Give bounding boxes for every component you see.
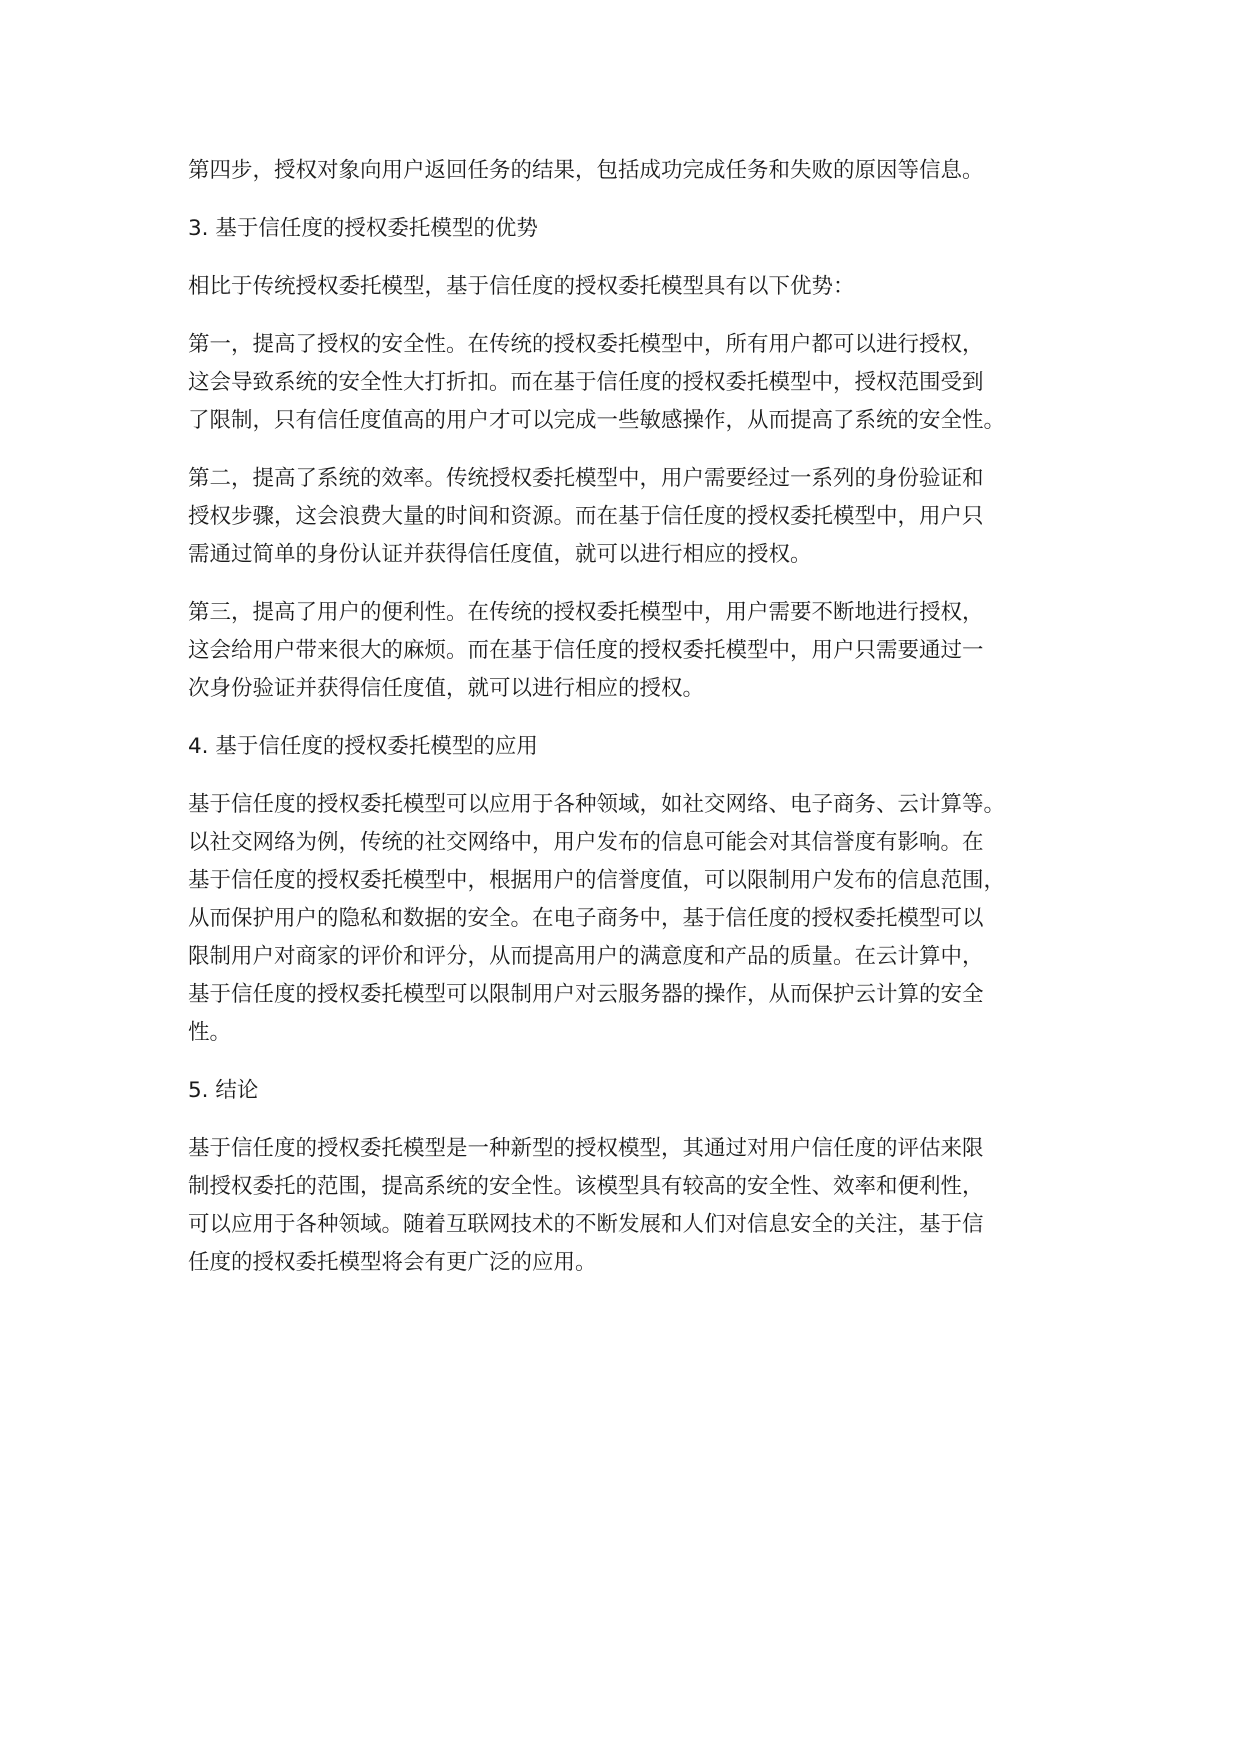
section-heading xyxy=(188,1072,1078,1110)
paragraph-line: 次身份验证并获得信任度值，就可以进行相应的授权。 xyxy=(188,676,705,701)
paragraph xyxy=(188,1130,1078,1282)
paragraph-line: 需通过简单的身份认证并获得信任度值，就可以进行相应的授权。 xyxy=(188,542,812,567)
paragraph-line: 基于信任度的授权委托模型是一种新型的授权模型，其通过对用户信任度的评估来限 xyxy=(188,1136,984,1161)
paragraph-line: 授权步骤，这会浪费大量的时间和资源。而在基于信任度的授权委托模型中，用户只 xyxy=(188,504,984,529)
document-body xyxy=(188,152,1078,1302)
paragraph-line: 相比于传统授权委托模型，基于信任度的授权委托模型具有以下优势： xyxy=(188,274,855,299)
paragraph-line: 制授权委托的范围，提高系统的安全性。该模型具有较高的安全性、效率和便利性， xyxy=(188,1174,984,1199)
paragraph xyxy=(188,268,1078,306)
paragraph-line: 任度的授权委托模型将会有更广泛的应用。 xyxy=(188,1250,597,1275)
paragraph xyxy=(188,786,1078,1052)
section-heading xyxy=(188,728,1078,766)
paragraph-line: 第二，提高了系统的效率。传统授权委托模型中，用户需要经过一系列的身份验证和 xyxy=(188,466,984,491)
heading-text: 3. 基于信任度的授权委托模型的优势 xyxy=(188,216,538,241)
heading-text: 5. 结论 xyxy=(188,1078,259,1103)
paragraph xyxy=(188,460,1078,574)
paragraph-line: 限制用户对商家的评价和评分，从而提高用户的满意度和产品的质量。在云计算中， xyxy=(188,944,984,969)
paragraph xyxy=(188,594,1078,708)
paragraph-line: 基于信任度的授权委托模型可以应用于各种领域，如社交网络、电子商务、云计算等。 xyxy=(188,792,1006,817)
paragraph-line: 以社交网络为例，传统的社交网络中，用户发布的信息可能会对其信誉度有影响。在 xyxy=(188,830,984,855)
paragraph-line: 了限制，只有信任度值高的用户才可以完成一些敏感操作，从而提高了系统的安全性。 xyxy=(188,408,1006,433)
paragraph-line: 从而保护用户的隐私和数据的安全。在电子商务中，基于信任度的授权委托模型可以 xyxy=(188,906,984,931)
section-heading xyxy=(188,210,1078,248)
paragraph-line: 这会给用户带来很大的麻烦。而在基于信任度的授权委托模型中，用户只需要通过一 xyxy=(188,638,984,663)
paragraph-line: 基于信任度的授权委托模型可以限制用户对云服务器的操作，从而保护云计算的安全 xyxy=(188,982,984,1007)
paragraph-line: 这会导致系统的安全性大打折扣。而在基于信任度的授权委托模型中，授权范围受到 xyxy=(188,370,984,395)
paragraph-line: 基于信任度的授权委托模型中，根据用户的信誉度值，可以限制用户发布的信息范围， xyxy=(188,868,1006,893)
paragraph xyxy=(188,326,1078,440)
paragraph-line: 可以应用于各种领域。随着互联网技术的不断发展和人们对信息安全的关注，基于信 xyxy=(188,1212,984,1237)
paragraph-line: 第三，提高了用户的便利性。在传统的授权委托模型中，用户需要不断地进行授权， xyxy=(188,600,984,625)
paragraph xyxy=(188,152,1078,190)
paragraph-line: 第一，提高了授权的安全性。在传统的授权委托模型中，所有用户都可以进行授权， xyxy=(188,332,984,357)
paragraph-line: 第四步，授权对象向用户返回任务的结果，包括成功完成任务和失败的原因等信息。 xyxy=(188,158,984,183)
paragraph-line: 性。 xyxy=(188,1020,232,1045)
heading-text: 4. 基于信任度的授权委托模型的应用 xyxy=(188,734,538,759)
